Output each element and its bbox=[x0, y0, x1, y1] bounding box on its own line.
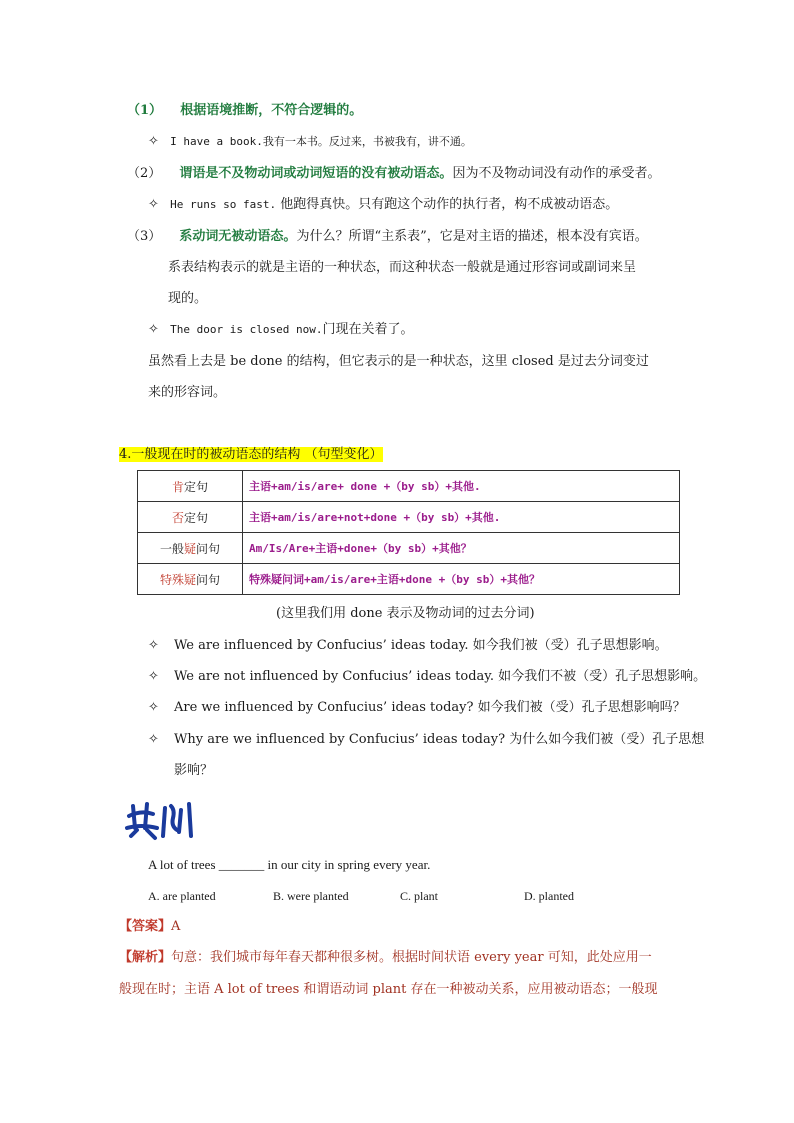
note-line-1: 虽然看上去是 be done 的结构，但它表示的是一种状态，这里 closed 是过去分词变过 bbox=[148, 354, 649, 369]
table-formula: Am/Is/Are+主语+done+（by sb）+其他？ bbox=[243, 533, 680, 564]
rule-2-example bbox=[148, 195, 618, 215]
example-text: We are influenced by Confucius’ ideas today. 如今我们被（受）孔子思想影响。 bbox=[174, 638, 668, 653]
example-logo-icon bbox=[123, 796, 201, 842]
rule-3-explanation-2: 系表结构表示的就是主语的一种状态，而这种状态一般就是通过形容词或副词来呈 bbox=[168, 260, 637, 275]
example-2 bbox=[148, 667, 706, 687]
label-keyword: 肯 bbox=[171, 479, 184, 494]
table-note: (这里我们用 done 表示及物动词的过去分词) bbox=[276, 606, 535, 621]
rule-3-explanation-1: 为什么？所谓“主系表”，它是对主语的描述，根本没有宾语。 bbox=[296, 229, 648, 244]
passive-structure-table bbox=[137, 470, 680, 595]
rule-2-heading bbox=[127, 164, 660, 184]
diamond-bullet-icon: ✧ bbox=[148, 638, 159, 653]
answer-label: 【答案】 bbox=[119, 919, 172, 934]
option-c: C. plant bbox=[400, 889, 438, 903]
label-prefix: 一般 bbox=[159, 541, 184, 556]
diamond-bullet-icon: ✧ bbox=[148, 700, 159, 715]
label-rest: 问句 bbox=[196, 541, 221, 556]
rule-1-heading bbox=[127, 101, 362, 121]
rule-1-text: 根据语境推断，不符合逻辑的。 bbox=[180, 103, 363, 118]
example-text: Why are we influenced by Confucius’ ideas today? 为什么如今我们被（受）孔子思想 bbox=[174, 732, 705, 747]
label-keyword-2: 疑 bbox=[183, 572, 196, 587]
analysis-text-2: 般现在时；主语 A lot of trees 和谓语动词 plant 存在一种被动关系，应用被动语态；一般现 bbox=[119, 982, 658, 997]
example-text: Are we influenced by Confucius’ ideas today? 如今我们被（受）孔子思想影响吗？ bbox=[174, 700, 686, 715]
section-4-title-text: 4.一般现在时的被动语态的结构 （句型变化） bbox=[119, 447, 383, 462]
section-4-title bbox=[119, 445, 383, 465]
label-rest: 定句 bbox=[184, 479, 209, 494]
table-label bbox=[138, 502, 243, 533]
table-formula: 主语+am/is/are+ done +（by sb）+其他. bbox=[243, 471, 680, 502]
answer-line bbox=[119, 917, 180, 937]
diamond-bullet-icon: ✧ bbox=[148, 197, 159, 212]
table-row bbox=[138, 533, 680, 564]
label-keyword: 否 bbox=[171, 510, 184, 525]
example-4 bbox=[148, 730, 704, 750]
rule-3-explanation-3: 现的。 bbox=[168, 291, 208, 306]
rule-3-example bbox=[148, 320, 413, 340]
rule-2-example-en: He runs so fast. bbox=[170, 198, 277, 211]
example-text: We are not influenced by Confucius’ ideas today. 如今我们不被（受）孔子思想影响。 bbox=[174, 669, 707, 684]
diamond-bullet-icon: ✧ bbox=[148, 669, 159, 684]
rule-3-heading bbox=[127, 227, 648, 247]
label-keyword: 特殊 bbox=[159, 572, 184, 587]
label-keyword: 疑 bbox=[183, 541, 196, 556]
rule-3-number: （3） bbox=[127, 229, 162, 244]
table-row bbox=[138, 471, 680, 502]
example-4-continued: 影响？ bbox=[174, 763, 214, 778]
analysis-line-1 bbox=[119, 948, 652, 968]
example-3 bbox=[148, 698, 686, 718]
table-formula: 特殊疑问词+am/is/are+主语+done +（by sb）+其他？ bbox=[243, 564, 680, 595]
example-1 bbox=[148, 636, 668, 656]
table-row bbox=[138, 564, 680, 595]
rule-2-text: 谓语是不及物动词或动词短语的没有被动语态。 bbox=[179, 166, 453, 181]
table-label bbox=[138, 564, 243, 595]
label-rest: 定句 bbox=[184, 510, 209, 525]
rule-1-number: （1） bbox=[127, 103, 163, 118]
table-label bbox=[138, 533, 243, 564]
option-d: D. planted bbox=[524, 889, 574, 903]
question-stem: A lot of trees _______ in our city in spring every year. bbox=[148, 857, 431, 872]
rule-2-example-cn: 他跑得真快。只有跑这个动作的执行者，构不成被动语态。 bbox=[276, 197, 619, 212]
diamond-bullet-icon: ✧ bbox=[148, 732, 159, 747]
diamond-bullet-icon: ✧ bbox=[148, 134, 159, 149]
option-b: B. were planted bbox=[273, 889, 349, 903]
rule-3-text: 系动词无被动语态。 bbox=[179, 229, 297, 244]
diamond-bullet-icon: ✧ bbox=[148, 322, 159, 337]
table-label bbox=[138, 471, 243, 502]
rule-1-example-text: I have a book.我有一本书。反过来，书被我有，讲不通。 bbox=[170, 135, 472, 148]
rule-2-explanation: 因为不及物动词没有动作的承受者。 bbox=[452, 166, 661, 181]
analysis-text-1: 句意：我们城市每年春天都种很多树。根据时间状语 every year 可知，此处应用一 bbox=[171, 950, 652, 965]
rule-3-example-cn: 门现在关着了。 bbox=[322, 322, 414, 337]
table-row bbox=[138, 502, 680, 533]
option-a: A. are planted bbox=[148, 889, 216, 903]
label-rest: 问句 bbox=[196, 572, 221, 587]
analysis-label: 【解析】 bbox=[119, 950, 172, 965]
analysis-line-2 bbox=[119, 980, 658, 1000]
rule-2-number: （2） bbox=[127, 166, 162, 181]
rule-3-example-en: The door is closed now. bbox=[170, 323, 323, 336]
table-formula: 主语+am/is/are+not+done +（by sb）+其他. bbox=[243, 502, 680, 533]
note-line-2: 来的形容词。 bbox=[148, 385, 227, 400]
rule-1-example bbox=[148, 132, 472, 152]
answer-value: A bbox=[171, 919, 181, 934]
